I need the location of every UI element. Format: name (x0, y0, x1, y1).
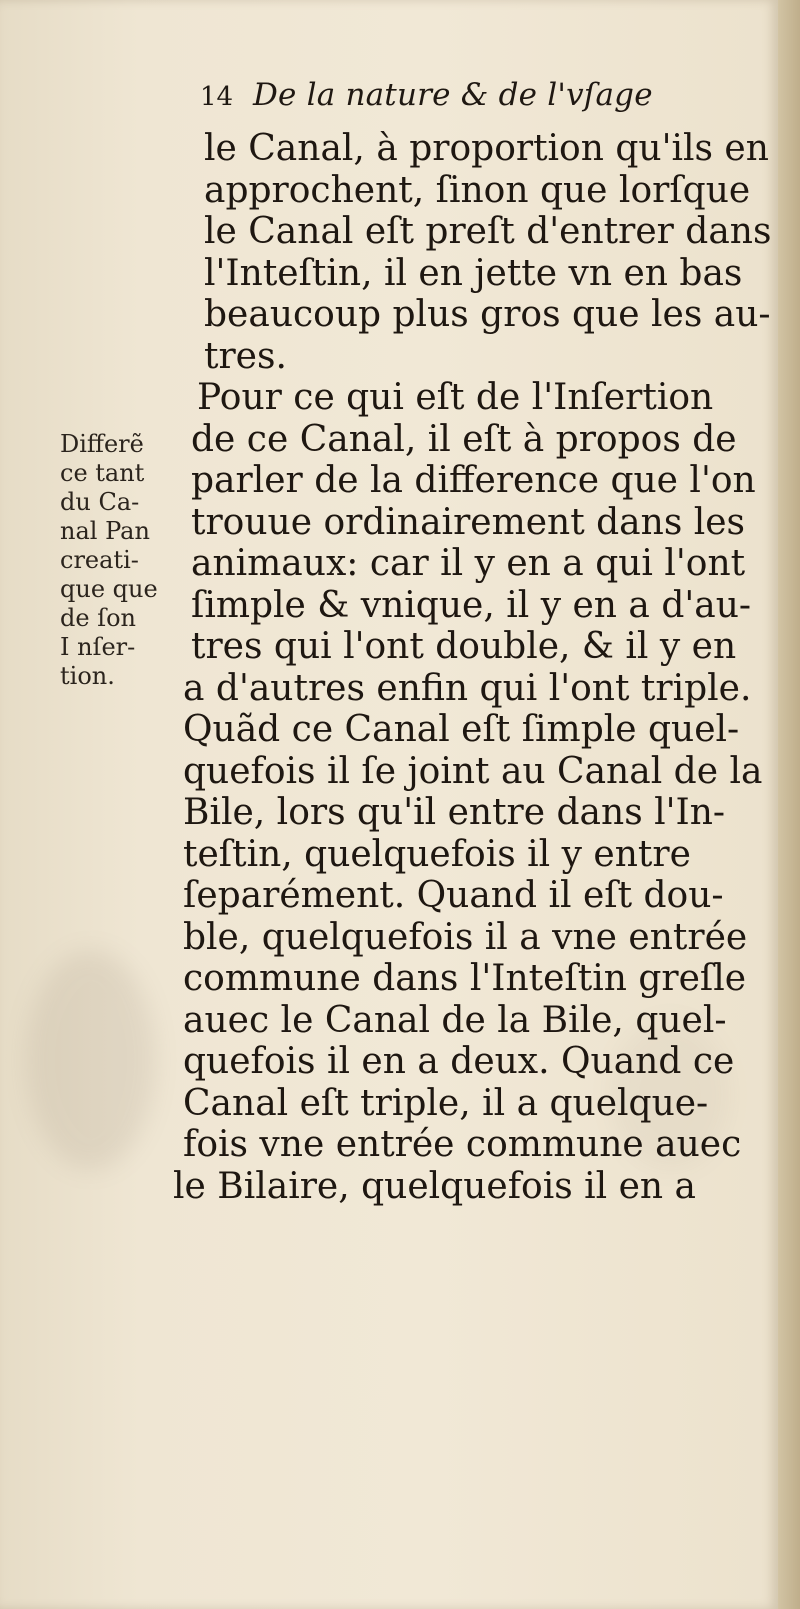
margin-note-line: tion. (60, 662, 115, 690)
text-line: ſimple & vnique, il y en a d'au- (191, 584, 752, 626)
text-line: approchent, ſinon que lorſque (204, 169, 751, 211)
text-line: Pour ce qui eſt de l'Inſertion (197, 377, 714, 418)
text-line: Bile, lors qu'il entre dans l'In- (183, 792, 726, 833)
margin-note-line: ce tant (60, 459, 145, 487)
text-line: auec le Canal de la Bile, quel- (183, 999, 727, 1041)
text-line: le Canal eſt preſt d'entrer dans (204, 211, 772, 252)
text-line: parler de la difference que l'on (191, 460, 756, 501)
text-line: fois vne entrée commune auec (183, 1124, 742, 1165)
margin-note-line: I nſer- (60, 633, 136, 661)
text-line: beaucoup plus gros que les au- (204, 294, 771, 335)
text-line: ble, quelquefois il a vne entrée (183, 916, 748, 958)
text-line: trouue ordinairement dans les (191, 501, 746, 543)
text-line: tres qui l'ont double, & il y en (191, 626, 737, 667)
body-text (173, 128, 773, 1207)
text-line: commune dans l'Inteſtin greſle (183, 958, 747, 999)
text-line: quefois il en a deux. Quand ce (183, 1041, 735, 1082)
text-line: l'Inteſtin, il en jette vn en bas (204, 252, 743, 294)
margin-note-line: nal Pan (60, 517, 150, 545)
text-line: le Bilaire, quelquefois il en a (173, 1165, 697, 1207)
text-line: Quãd ce Canal eſt ſimple quel- (183, 709, 740, 750)
show-through-stain (26, 950, 156, 1170)
page-number: 14 (200, 82, 234, 112)
running-title: De la nature & de l'vſage (252, 77, 653, 113)
text-line: teſtin, quelquefois il y entre (183, 833, 691, 875)
margin-note-line: du Ca- (60, 488, 140, 516)
margin-note-line: de ſon (60, 604, 136, 632)
text-line: ſeparément. Quand il eſt dou- (183, 875, 724, 916)
margin-note-line: Differẽ (60, 430, 144, 458)
margin-note-line: creati- (60, 546, 139, 574)
text-line: quefois il ſe joint au Canal de la (183, 750, 763, 792)
text-line: tres. (204, 335, 287, 377)
text-line: a d'autres enfin qui l'ont triple. (183, 667, 752, 709)
text-line: Canal eſt triple, il a quelque- (183, 1082, 709, 1124)
page-edge (778, 0, 800, 1609)
margin-note-line: que que (60, 575, 158, 603)
page-header (200, 77, 653, 113)
text-line: de ce Canal, il eſt à propos de (191, 418, 737, 460)
text-line: le Canal, à proportion qu'ils en (204, 128, 769, 169)
margin-note (60, 430, 170, 691)
text-line: animaux: car il y en a qui l'ont (191, 543, 746, 584)
